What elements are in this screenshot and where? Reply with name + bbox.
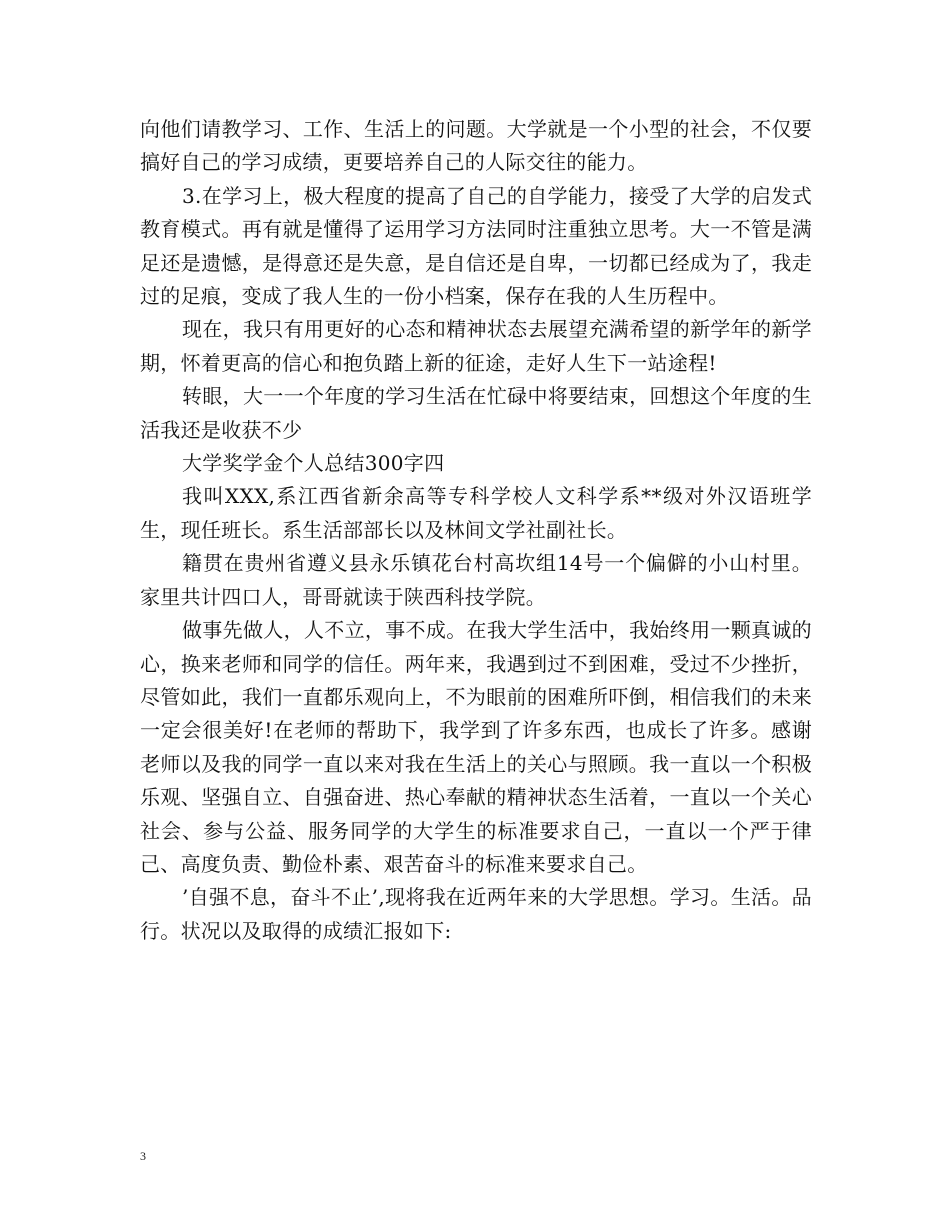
paragraph-6: 我叫XXX,系江西省新余高等专科学校人文科学系**级对外汉语班学生，现任班长。系生活部部长以及林间文学社副社长。 [140,484,812,542]
paragraph-2: 3.在学习上，极大程度的提高了自己的自学能力，接受了大学的启发式教育模式。再有就是懂得了运用学习方法同时注重独立思考。大一不管是满足还是遗憾，是得意还是失意，是自信还是自卑，一切都已经成为了，我走过的足痕，变成了我人生的一份小档案，保存在我的人生历程中。 [140,183,812,309]
page-number: 3 [140,1149,146,1163]
paragraph-8: 做事先做人，人不立，事不成。在我大学生活中，我始终用一颗真诚的心，换来老师和同学的信任。两年来，我遇到过不到困难，受过不少挫折，尽管如此，我们一直都乐观向上，不为眼前的困难所吓倒，相信我们的未来一定会很美好!在老师的帮助下，我学到了许多东西，也成长了许多。感谢老师以及我的同学一直以来对我在生活上的关心与照顾。我一直以一个积极乐观、坚强自立、自强奋进、热心奉献的精神状态生活着，一直以一个关心社会、参与公益、服务同学的大学生的标准要求自己，一直以一个严于律己、高度负责、勤俭朴素、艰苦奋斗的标准来要求自己。 [140,618,812,876]
paragraph-4: 转眼，大一一个年度的学习生活在忙碌中将要结束，回想这个年度的生活我还是收获不少 [140,384,812,442]
paragraph-1: 向他们请教学习、工作、生活上的问题。大学就是一个小型的社会，不仅要搞好自己的学习成绩，更要培养自己的人际交往的能力。 [140,117,812,175]
paragraph-3: 现在，我只有用更好的心态和精神状态去展望充满希望的新学年的新学期，怀着更高的信心和抱负踏上新的征途，走好人生下一站途程! [140,317,812,375]
document-body [140,113,812,948]
paragraph-7: 籍贯在贵州省遵义县永乐镇花台村高坎组14号一个偏僻的小山村里。家里共计四口人，哥哥就读于陕西科技学院。 [140,551,812,609]
section-heading: 大学奖学金个人总结300字四 [182,451,445,476]
paragraph-9: ’自强不息，奋斗不止’,现将我在近两年来的大学思想。学习。生活。品行。状况以及取得的成绩汇报如下: [140,885,812,943]
